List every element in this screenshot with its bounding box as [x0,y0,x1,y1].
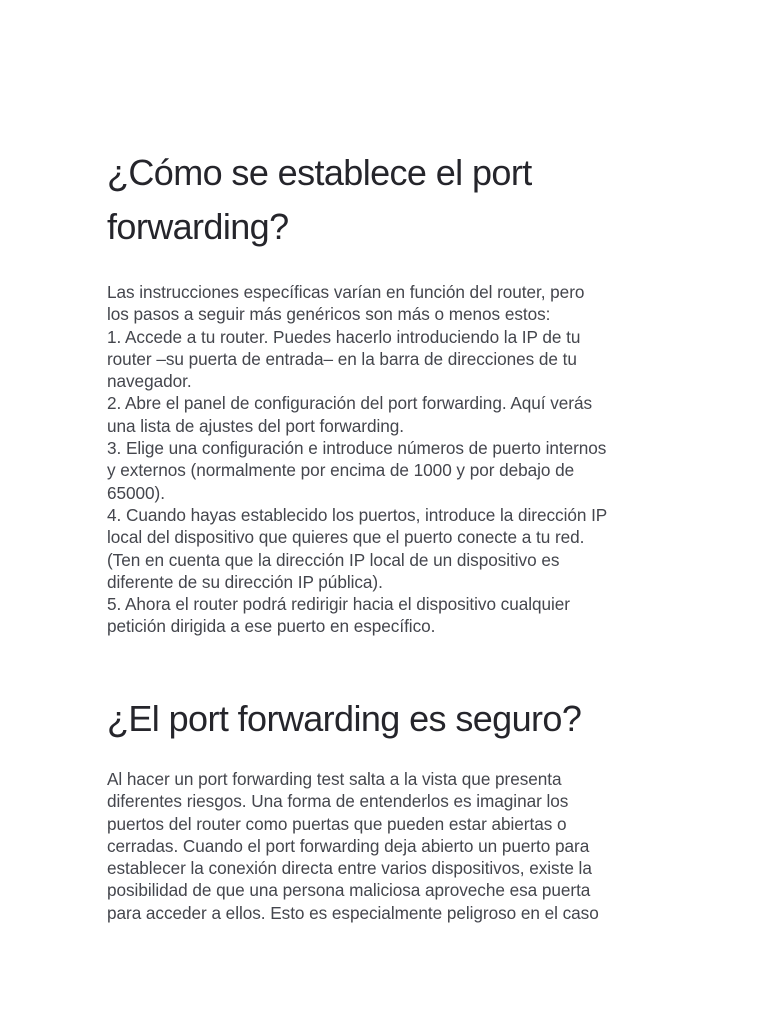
paragraph-line: 5. Ahora el router podrá redirigir hacia el dispositivo cualquier [107,594,570,615]
paragraph-line: local del dispositivo que quieres que el puerto conecte a tu red. [107,527,585,548]
paragraph-line: para acceder a ellos. Esto es especialmente peligroso en el caso [107,902,599,923]
heading-line: ¿Cómo se establece el port [107,152,532,193]
paragraph-line: 3. Elige una configuración e introduce números de puerto internos [107,438,607,459]
paragraph-line: establecer la conexión directa entre varios dispositivos, existe la [107,858,592,879]
paragraph-line: cerradas. Cuando el port forwarding deja abierto un puerto para [107,835,590,856]
section-heading-port-forwarding-security [107,692,667,746]
heading-line: ¿El port forwarding es seguro? [107,698,582,739]
paragraph-line: 4. Cuando hayas establecido los puertos, introduce la dirección IP [107,504,608,525]
paragraph-line: Al hacer un port forwarding test salta a la vista que presenta [107,769,562,789]
paragraph-line: Las instrucciones específicas varían en función del router, pero [107,282,585,302]
paragraph-line: diferentes riesgos. Una forma de entenderlos es imaginar los [107,791,569,812]
section-heading-port-forwarding-setup [107,146,667,254]
paragraph-line: puertos del router como puertas que pueden estar abiertas o [107,813,567,834]
paragraph-line: petición dirigida a ese puerto en específico. [107,616,436,637]
paragraph-line: posibilidad de que una persona maliciosa aproveche esa puerta [107,880,591,901]
section-paragraph-setup-steps [107,281,607,638]
paragraph-line: 2. Abre el panel de configuración del port forwarding. Aquí verás [107,393,592,414]
paragraph-line: los pasos a seguir más genéricos son más o menos estos: [107,304,551,325]
paragraph-line: 65000). [107,482,165,503]
paragraph-line: 1. Accede a tu router. Puedes hacerlo introduciendo la IP de tu [107,326,581,347]
paragraph-line: navegador. [107,371,192,392]
section-paragraph-security-risks [107,768,599,924]
heading-line: forwarding? [107,206,289,247]
paragraph-line: diferente de su dirección IP pública). [107,571,383,592]
paragraph-line: y externos (normalmente por encima de 1000 y por debajo de [107,460,575,481]
paragraph-line: una lista de ajustes del port forwarding. [107,415,404,436]
paragraph-line: (Ten en cuenta que la dirección IP local de un dispositivo es [107,549,560,570]
paragraph-line: router –su puerta de entrada– en la barra de direcciones de tu [107,348,577,369]
